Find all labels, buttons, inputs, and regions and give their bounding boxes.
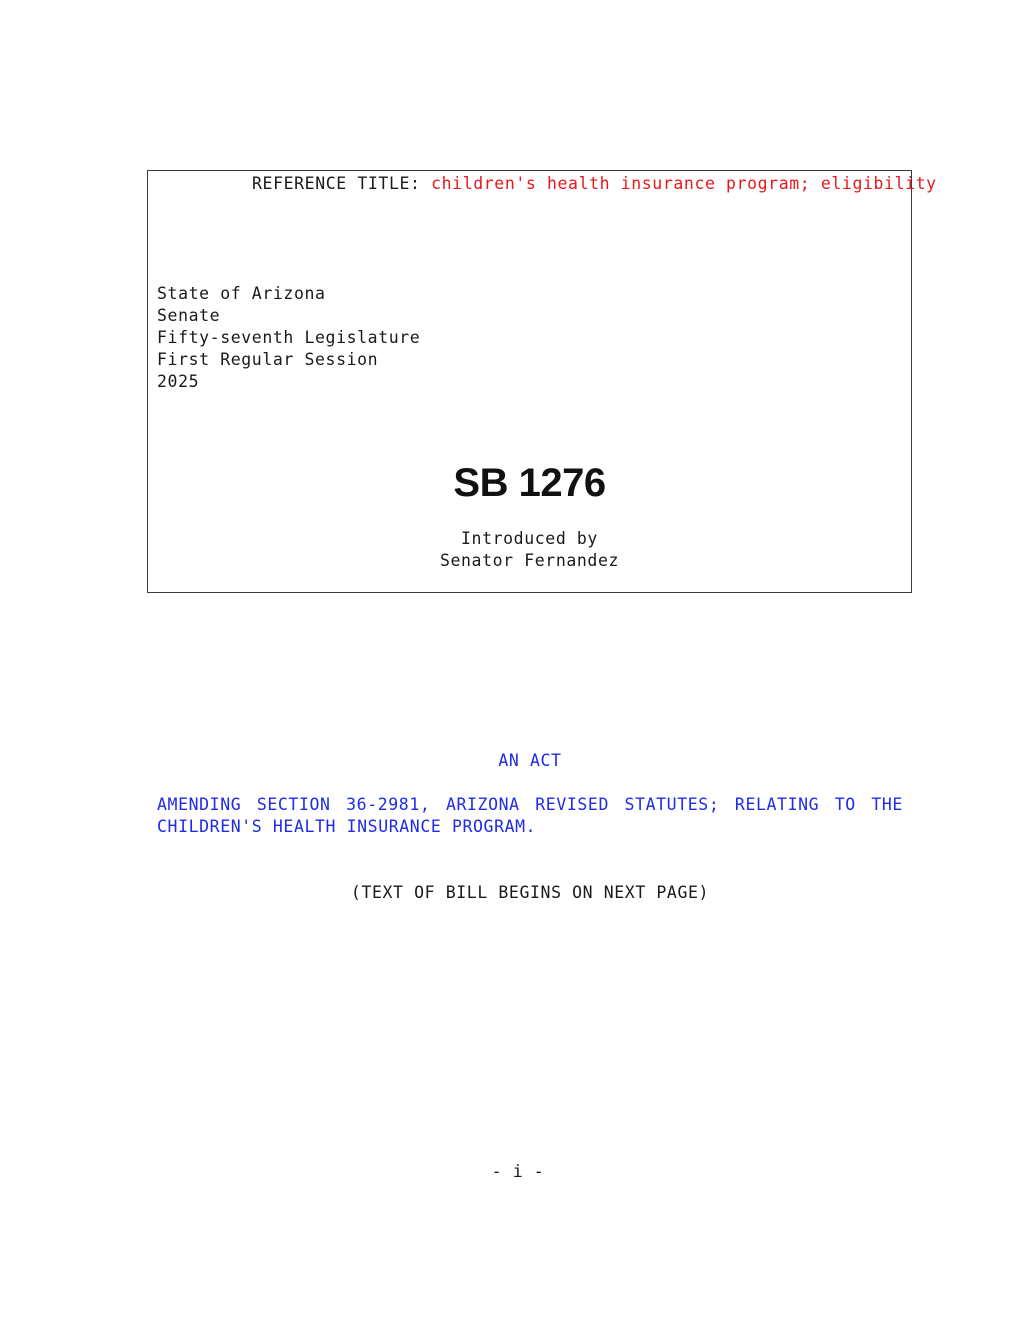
act-description-line-2: CHILDREN'S HEALTH INSURANCE PROGRAM. <box>157 817 537 836</box>
title-box <box>147 170 937 593</box>
introduced-label: Introduced by <box>461 529 598 548</box>
session-block <box>157 283 420 393</box>
act-word: TO <box>834 795 856 814</box>
act-word: ARIZONA <box>445 795 520 814</box>
act-word: 36-2981, <box>346 795 431 814</box>
page-number: - i - <box>491 1162 545 1181</box>
act-word: SECTION <box>256 795 331 814</box>
act-description-line-1 <box>157 794 903 816</box>
session-year: 2025 <box>157 372 200 391</box>
act-word: RELATING <box>734 795 820 814</box>
act-word: AMENDING <box>157 795 242 814</box>
introduced-block <box>148 528 911 572</box>
bill-number: SB 1276 <box>453 461 606 505</box>
act-word: THE <box>871 795 903 814</box>
reference-title-label: REFERENCE TITLE: <box>252 174 421 193</box>
reference-title-line <box>252 173 937 195</box>
act-word: STATUTES; <box>624 795 720 814</box>
chamber-name: Senate <box>157 306 221 325</box>
act-description <box>157 794 903 838</box>
sponsor-name: Senator Fernandez <box>439 551 620 570</box>
act-heading: AN ACT <box>498 751 562 770</box>
legislature-name: Fifty-seventh Legislature <box>157 328 421 347</box>
reference-title-value: children's health insurance program; eligibility <box>431 174 937 193</box>
next-page-notice: (TEXT OF BILL BEGINS ON NEXT PAGE) <box>350 883 710 902</box>
act-word: REVISED <box>535 795 609 814</box>
state-name: State of Arizona <box>157 284 326 303</box>
session-name: First Regular Session <box>157 350 379 369</box>
